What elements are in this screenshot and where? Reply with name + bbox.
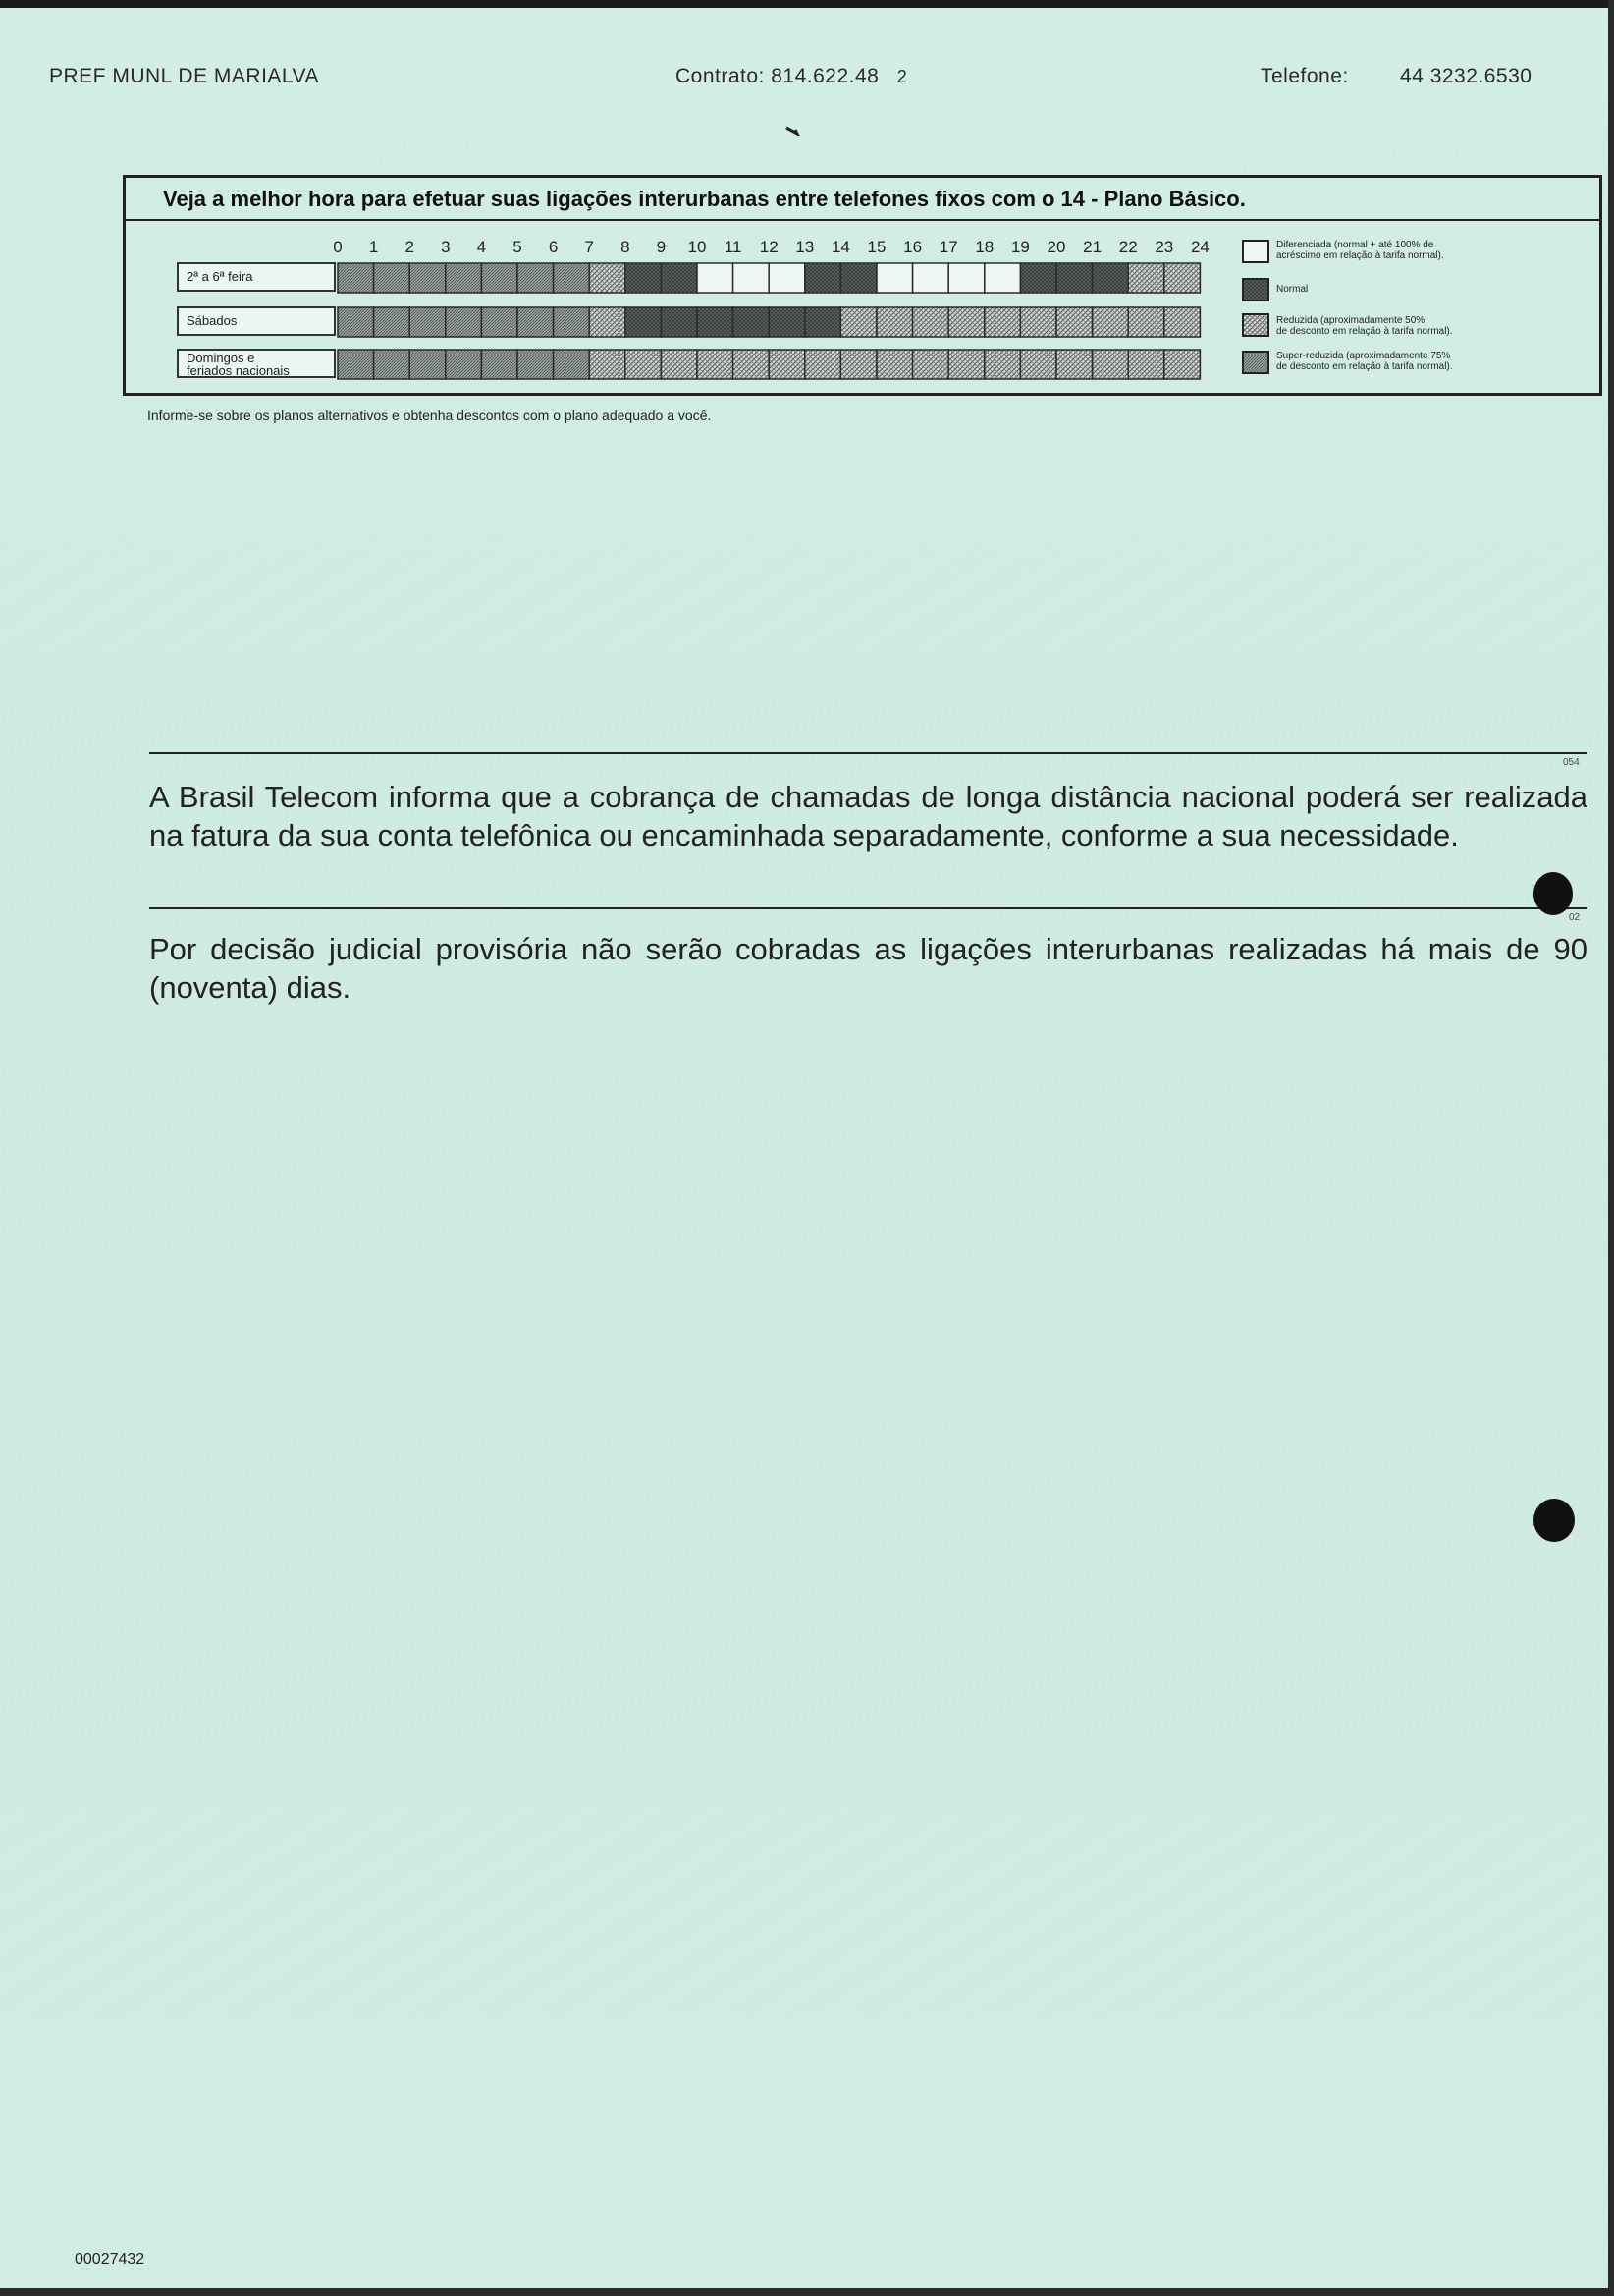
hour-cell: [877, 263, 913, 293]
hour-label: 19: [1010, 238, 1030, 256]
pen-mark: [785, 126, 805, 136]
plans-info-text: Informe-se sobre os planos alternativos e obtenha descontos com o plano adequado a você.: [147, 408, 712, 423]
hour-cell: [733, 307, 770, 337]
grid-cells: [338, 263, 1200, 379]
hour-cell: [409, 307, 446, 337]
scan-edge-bottom: [0, 2288, 1614, 2296]
hour-cell: [517, 350, 554, 379]
hour-cell: [338, 307, 374, 337]
legend-text-super-reduzida: [1276, 351, 1453, 372]
hour-cell: [805, 350, 841, 379]
hour-cell: [554, 263, 590, 293]
hour-label: 8: [620, 238, 630, 256]
hour-cell: [733, 350, 770, 379]
hour-cell: [1128, 350, 1164, 379]
hour-cell: [1020, 307, 1056, 337]
legend-line: Normal: [1276, 284, 1309, 295]
hour-cell: [446, 263, 482, 293]
hour-cell: [913, 307, 949, 337]
hour-cell: [877, 307, 913, 337]
legend-line: Super-reduzida (aproximadamente 75%: [1276, 351, 1451, 361]
hour-cell: [625, 350, 662, 379]
row-label-weekdays: 2ª a 6ª feira: [177, 262, 336, 292]
contract-value: 814.622.48: [771, 65, 880, 87]
hour-cell: [374, 307, 410, 337]
hour-cell: [840, 350, 877, 379]
hour-label: 18: [975, 238, 995, 256]
row-label-line1: Domingos e: [187, 351, 255, 365]
hour-cell: [374, 263, 410, 293]
legend-swatch: [1243, 279, 1268, 301]
customer-name: PREF MUNL DE MARIALVA: [49, 65, 319, 87]
hour-cell: [877, 350, 913, 379]
hour-cell: [589, 263, 625, 293]
hour-label: 12: [759, 238, 779, 256]
hour-cell: [840, 307, 877, 337]
hour-cell: [338, 263, 374, 293]
hour-cell: [625, 307, 662, 337]
notice1-code: 054: [1563, 757, 1580, 768]
hour-cell: [840, 263, 877, 293]
hour-cell: [1093, 263, 1129, 293]
hour-cell: [446, 350, 482, 379]
hour-cell: [1020, 350, 1056, 379]
hour-cell: [1128, 307, 1164, 337]
punch-hole: [1533, 1499, 1575, 1542]
hour-label: 17: [939, 238, 958, 256]
hour-label: 2: [404, 238, 414, 256]
notice-long-distance-billing: A Brasil Telecom informa que a cobrança de chamadas de longa distância nacional poderá ser realizada na fatura da sua conta telefônica ou encaminhada separadamente, conforme a sua necessidade.: [149, 780, 1587, 852]
hour-cell: [625, 263, 662, 293]
hour-cell: [554, 350, 590, 379]
hour-cell: [481, 307, 517, 337]
legend-line: de desconto em relação à tarifa normal).: [1276, 361, 1453, 372]
hour-cell: [913, 263, 949, 293]
hour-cell: [481, 263, 517, 293]
hour-cell: [1056, 307, 1093, 337]
hour-cell: [1093, 350, 1129, 379]
hour-cell: [1164, 263, 1201, 293]
legend-swatch: [1243, 241, 1268, 262]
hour-cell: [661, 350, 697, 379]
hour-cell: [409, 350, 446, 379]
hour-label: 15: [867, 238, 887, 256]
contract-suffix: 2: [896, 67, 908, 86]
hour-label: 4: [476, 238, 487, 256]
divider-top: [149, 752, 1587, 754]
hour-label: 21: [1083, 238, 1103, 256]
phone-label: Telefone:: [1261, 65, 1349, 87]
ink-blot: [1533, 872, 1573, 915]
hour-label: 14: [831, 238, 850, 256]
hour-label: 22: [1118, 238, 1138, 256]
hour-label: 3: [441, 238, 451, 256]
phone-number: 44 3232.6530: [1400, 65, 1533, 87]
legend-text-normal: [1276, 284, 1308, 295]
hour-cell: [913, 350, 949, 379]
contract-info: [675, 65, 907, 88]
hour-cell: [554, 307, 590, 337]
legend-line: acréscimo em relação à tarifa normal).: [1276, 250, 1444, 261]
hour-cell: [517, 263, 554, 293]
notice-judicial-decision: Por decisão judicial provisória não serão cobradas as ligações interurbanas realizadas há mais de 90 (noventa) dias.: [149, 932, 1587, 1005]
hour-cell: [697, 263, 733, 293]
row-label-saturdays: Sábados: [177, 306, 336, 336]
legend-swatch: [1243, 314, 1268, 336]
hour-cell: [338, 350, 374, 379]
hour-cell: [1056, 263, 1093, 293]
hour-cell: [1128, 263, 1164, 293]
hour-label: 13: [795, 238, 815, 256]
legend-line: de desconto em relação à tarifa normal).: [1276, 326, 1453, 337]
hour-cell: [697, 350, 733, 379]
hour-cell: [948, 263, 985, 293]
hour-cell: [733, 263, 770, 293]
hour-cell: [805, 263, 841, 293]
document-code: 00027432: [75, 2251, 145, 2268]
hour-cell: [446, 307, 482, 337]
rate-schedule-box: [123, 175, 1602, 396]
hour-cell: [374, 350, 410, 379]
hour-label: 5: [512, 238, 522, 256]
hour-cell: [589, 307, 625, 337]
hour-cell: [985, 307, 1021, 337]
hour-cell: [1056, 350, 1093, 379]
hour-cell: [1020, 263, 1056, 293]
hour-label: 23: [1155, 238, 1174, 256]
hour-cell: [481, 350, 517, 379]
hour-cell: [517, 307, 554, 337]
hour-label: 11: [724, 238, 742, 256]
hour-cell: [769, 307, 805, 337]
contract-label: Contrato:: [675, 65, 765, 87]
scan-edge-top: [0, 0, 1614, 8]
hour-label: 1: [368, 238, 379, 256]
hour-cell: [697, 307, 733, 337]
hour-cell: [948, 350, 985, 379]
legend-swatches: [1243, 241, 1268, 373]
legend-line: Diferenciada (normal + até 100% de: [1276, 240, 1434, 250]
legend-text-reduzida: [1276, 315, 1453, 337]
notice2-code: 02: [1569, 912, 1581, 923]
hour-label: 0: [333, 238, 343, 256]
legend-text-diferenciada: [1276, 240, 1444, 261]
hour-cell: [1164, 307, 1201, 337]
hour-cell: [661, 307, 697, 337]
schedule-title: Veja a melhor hora para efetuar suas ligações interurbanas entre telefones fixos com o 14 - Plano Básico.: [126, 178, 1599, 221]
hour-axis-labels: [333, 238, 1210, 256]
hour-cell: [589, 350, 625, 379]
hour-cell: [805, 307, 841, 337]
hour-cell: [769, 263, 805, 293]
hour-label: 9: [656, 238, 667, 256]
divider-middle: [149, 907, 1587, 909]
legend-line: Reduzida (aproximadamente 50%: [1276, 315, 1426, 326]
hour-label: 10: [687, 238, 707, 256]
hour-cell: [948, 307, 985, 337]
hour-label: 20: [1047, 238, 1066, 256]
hour-cell: [409, 263, 446, 293]
hour-label: 16: [903, 238, 923, 256]
hour-cell: [1164, 350, 1201, 379]
hour-label: 24: [1190, 238, 1210, 256]
scan-edge-right: [1608, 0, 1614, 2296]
hour-cell: [661, 263, 697, 293]
row-label-line2: feriados nacionais: [187, 363, 290, 378]
hour-cell: [985, 350, 1021, 379]
hour-cell: [1093, 307, 1129, 337]
hour-label: 7: [584, 238, 594, 256]
hour-cell: [985, 263, 1021, 293]
hour-cell: [769, 350, 805, 379]
hour-label: 6: [548, 238, 559, 256]
legend-swatch: [1243, 352, 1268, 373]
